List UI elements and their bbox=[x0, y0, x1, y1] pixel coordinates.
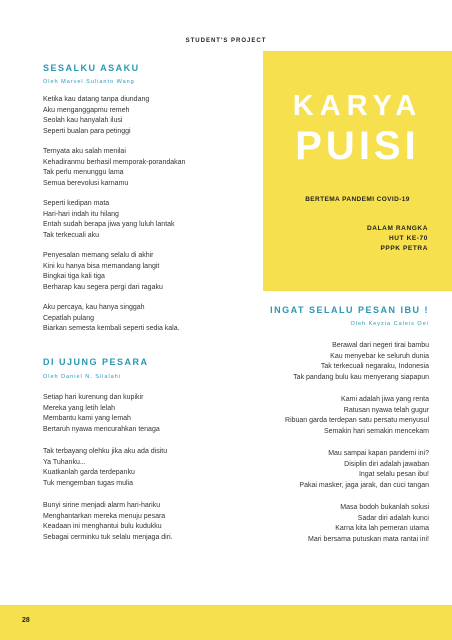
occasion-line: DALAM RANGKA bbox=[367, 225, 428, 232]
poem-line: Ribuan garda terdepan satu persatu menyusul bbox=[285, 417, 429, 424]
poem-line: Ingat selalu pesan ibu! bbox=[358, 471, 429, 478]
poem-line: Cepatlah pulang bbox=[43, 314, 94, 322]
poem-line: Mereka yang letih lelah bbox=[43, 404, 115, 412]
cover-title-karya: KARYA bbox=[292, 90, 423, 122]
poem-line: Tak pandang bulu kau menyerang siapapun bbox=[293, 373, 429, 381]
cover-box bbox=[263, 51, 452, 291]
poem-line: Penyesalan memang selalu di akhir bbox=[43, 252, 154, 259]
poem-author: Oleh Keyzia Caleis Oei bbox=[350, 321, 429, 327]
stanza bbox=[43, 303, 185, 335]
stanza bbox=[43, 251, 185, 293]
poem-line: Bertaruh nyawa mencurahkan tenaga bbox=[43, 425, 160, 433]
poem-line: Ratusan nyawa telah gugur bbox=[343, 406, 429, 414]
poem-line: Kini ku hanya bisa memandang langit bbox=[43, 262, 160, 270]
poem1-body bbox=[43, 95, 185, 345]
poem-line: Karna kita lah pemeran utama bbox=[335, 525, 429, 532]
poem-author: Oleh Marvel Sulianto Wang bbox=[43, 79, 135, 85]
poem3-title-wrap bbox=[43, 357, 149, 367]
footer-bar bbox=[0, 605, 452, 640]
cover-title-puisi: PUISI bbox=[295, 124, 420, 168]
poem-line: Hari-hari indah itu hilang bbox=[43, 210, 119, 218]
header-title: STUDENT'S PROJECT bbox=[185, 38, 267, 44]
poem-line: Setiap hari kurenung dan kupikir bbox=[43, 394, 144, 401]
poem-line: Sadar diri adalah kunci bbox=[357, 514, 429, 522]
poem-line: Tuk mengemban tugas mulia bbox=[43, 479, 134, 487]
stanza bbox=[285, 395, 429, 437]
poem-title: DI UJUNG PESARA bbox=[43, 357, 149, 367]
poem-line: Aku percaya, kau hanya singgah bbox=[43, 304, 145, 311]
stanza bbox=[43, 447, 173, 489]
poem-line: Aku menganggapmu remeh bbox=[43, 106, 130, 114]
poem-line: Tak terkecuali aku bbox=[43, 231, 100, 239]
poem-line: Kami adalah jiwa yang renta bbox=[341, 396, 429, 403]
poem-line: Tak terbayang olehku jika aku ada disitu bbox=[43, 448, 168, 455]
poem2-author-wrap bbox=[350, 321, 429, 327]
poem2-title-wrap bbox=[270, 305, 429, 315]
poem-line: Masa bodoh bukanlah solusi bbox=[340, 504, 429, 511]
poem1-title bbox=[43, 63, 140, 73]
stanza bbox=[43, 147, 185, 189]
poem-line: Kehadiranmu berhasil memporak-porandakan bbox=[43, 158, 186, 166]
poem-line: Bingkai tiga kali tiga bbox=[43, 273, 105, 280]
poem-line: Berharap kau segera pergi dari ragaku bbox=[43, 283, 163, 291]
cover-theme: BERTEMA PANDEMI COVID-19 bbox=[305, 196, 410, 203]
stanza bbox=[285, 449, 429, 491]
poem-line: Seperti bualan para petinggi bbox=[43, 127, 131, 135]
poem3-author-wrap bbox=[43, 374, 121, 380]
poem-line: Ternyata aku salah menilai bbox=[43, 148, 126, 155]
poem-line: Membantu kami yang lemah bbox=[43, 415, 131, 422]
poem-line: Entah sudah berapa jiwa yang luluh lantak bbox=[43, 221, 175, 228]
poem-line: Keadaan ini menghantui bulu kudukku bbox=[43, 523, 162, 530]
poem-title: INGAT SELALU PESAN IBU ! bbox=[270, 305, 429, 315]
stanza bbox=[43, 199, 185, 241]
stanza bbox=[285, 503, 429, 545]
poem3-body bbox=[43, 393, 173, 553]
poem-line: Ketika kau datang tanpa diundang bbox=[43, 96, 150, 103]
poem-line: Semakin hari semakin mencekam bbox=[323, 427, 429, 435]
poem-line: Seolah kau hanyalah ilusi bbox=[43, 117, 123, 124]
poem-line: Sebagai cerminku tuk selalu menjaga diri. bbox=[43, 533, 173, 541]
poem-author: Oleh Daniel N. Silalahi bbox=[43, 374, 122, 380]
poem-line: Semua berevolusi karnamu bbox=[43, 179, 129, 187]
cover-occasion bbox=[367, 224, 428, 254]
poem-line: Biarkan semesta kembali seperti sedia kala. bbox=[43, 325, 180, 332]
poem-line: Disiplin diri adalah jawaban bbox=[344, 460, 429, 468]
poem-line: Pakai masker, jaga jarak, dan cuci tangan bbox=[299, 481, 429, 489]
poem-line: Tak perlu menunggu lama bbox=[43, 169, 124, 176]
poem1-author-wrap bbox=[43, 79, 135, 85]
poem2-body bbox=[285, 341, 429, 555]
poem-line: Bunyi sirine menjadi alarm hari-hariku bbox=[43, 502, 161, 509]
page-number: 28 bbox=[22, 617, 30, 624]
poem-line: Ya Tuhanku... bbox=[43, 458, 86, 466]
stanza bbox=[43, 501, 173, 543]
occasion-line: PPPK PETRA bbox=[380, 245, 428, 252]
occasion-line: HUT KE-70 bbox=[389, 235, 428, 242]
stanza bbox=[43, 393, 173, 435]
poem-line: Kau menyebar ke seluruh dunia bbox=[330, 352, 429, 360]
stanza bbox=[43, 95, 185, 137]
poem-line: Mau sampai kapan pandemi ini? bbox=[328, 450, 429, 457]
poem-line: Mari bersama putuskan mata rantai ini! bbox=[308, 535, 429, 543]
poem-title: SESALKU ASAKU bbox=[43, 63, 140, 73]
poem-line: Menghantarkan mereka menuju pesara bbox=[43, 512, 166, 520]
poem-line: Berawal dari negeri tirai bambu bbox=[332, 342, 429, 349]
poem-line: Tak terkecuali negaraku, Indonesia bbox=[320, 363, 429, 370]
poem-line: Kuatkanlah garda terdepanku bbox=[43, 469, 135, 476]
poem-line: Seperti kedipan mata bbox=[43, 200, 110, 207]
stanza bbox=[285, 341, 429, 383]
